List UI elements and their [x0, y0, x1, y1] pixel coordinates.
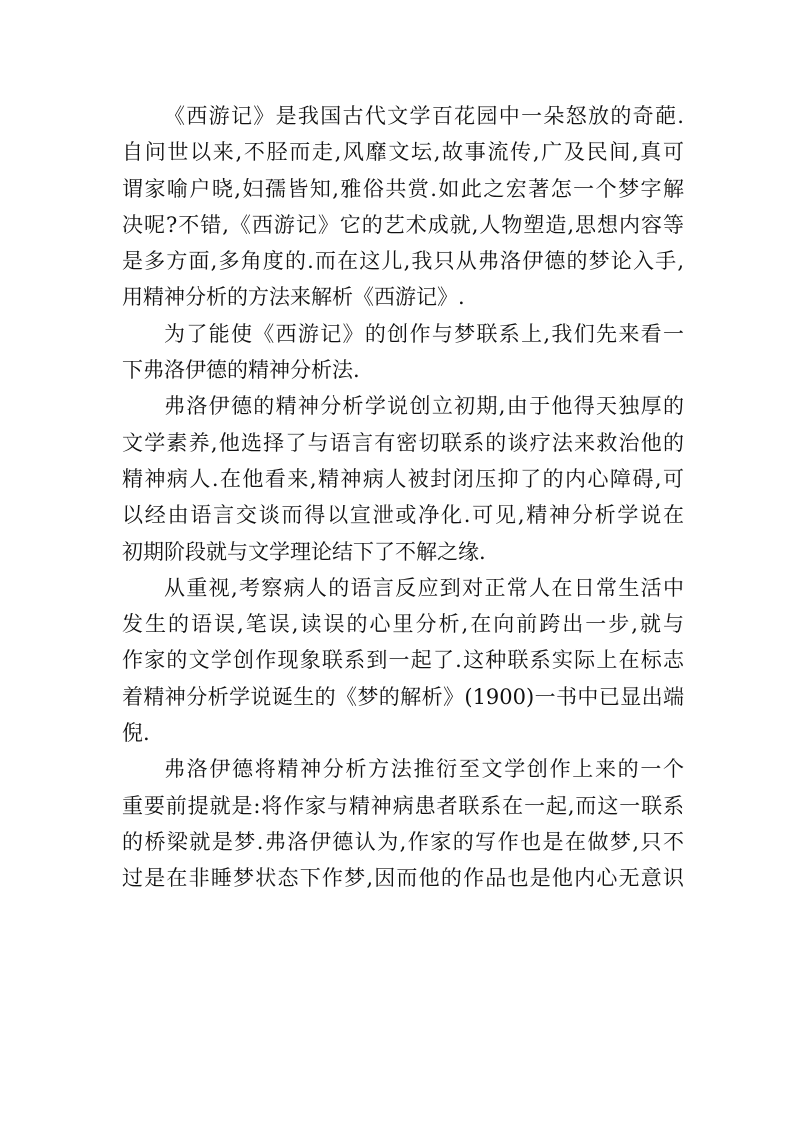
text-line: 过是在非睡梦状态下作梦,因而他的作品也是他内心无意识	[122, 866, 684, 891]
text-line: 弗洛伊德将精神分析方法推衍至文学创作上来的一个	[164, 757, 684, 782]
body-text	[122, 98, 684, 897]
text-line: 作家的文学创作现象联系到一起了.这种联系实际上在标志	[122, 648, 684, 673]
text-line: 精神病人.在他看来,精神病人被封闭压抑了的内心障碍,可	[122, 466, 684, 491]
text-line: 着精神分析学说诞生的《梦的解析》(1900)一书中已显出端	[122, 684, 684, 709]
text-line: 初期阶段就与文学理论结下了不解之缘.	[122, 539, 486, 564]
text-line: 谓家喻户晓,妇孺皆知,雅俗共赏.如此之宏著怎一个梦字解	[122, 176, 684, 201]
text-line: 用精神分析的方法来解析《西游记》.	[122, 285, 465, 310]
text-line: 从重视,考察病人的语言反应到对正常人在日常生活中	[164, 575, 684, 600]
text-line: 决呢?不错,《西游记》它的艺术成就,人物塑造,思想内容等	[122, 212, 684, 237]
text-line: 文学素养,他选择了与语言有密切联系的谈疗法来救治他的	[122, 430, 684, 455]
text-line: 为了能使《西游记》的创作与梦联系上,我们先来看一	[164, 321, 684, 346]
text-line: 自问世以来,不胫而走,风靡文坛,故事流传,广及民间,真可	[122, 140, 684, 165]
text-line: 的桥梁就是梦.弗洛伊德认为,作家的写作也是在做梦,只不	[122, 829, 684, 854]
text-line: 重要前提就是:将作家与精神病患者联系在一起,而这一联系	[122, 793, 684, 818]
text-line: 是多方面,多角度的.而在这儿,我只从弗洛伊德的梦论入手,	[122, 249, 684, 274]
text-line: 倪.	[122, 721, 150, 746]
text-line: 《西游记》是我国古代文学百花园中一朵怒放的奇葩.	[164, 104, 684, 128]
text-line: 以经由语言交谈而得以宣泄或净化.可见,精神分析学说在	[122, 503, 684, 528]
text-line: 弗洛伊德的精神分析学说创立初期,由于他得天独厚的	[164, 394, 684, 419]
text-line: 下弗洛伊德的精神分析法.	[122, 358, 360, 383]
text-line: 发生的语误,笔误,读误的心里分析,在向前跨出一步,就与	[122, 612, 684, 637]
